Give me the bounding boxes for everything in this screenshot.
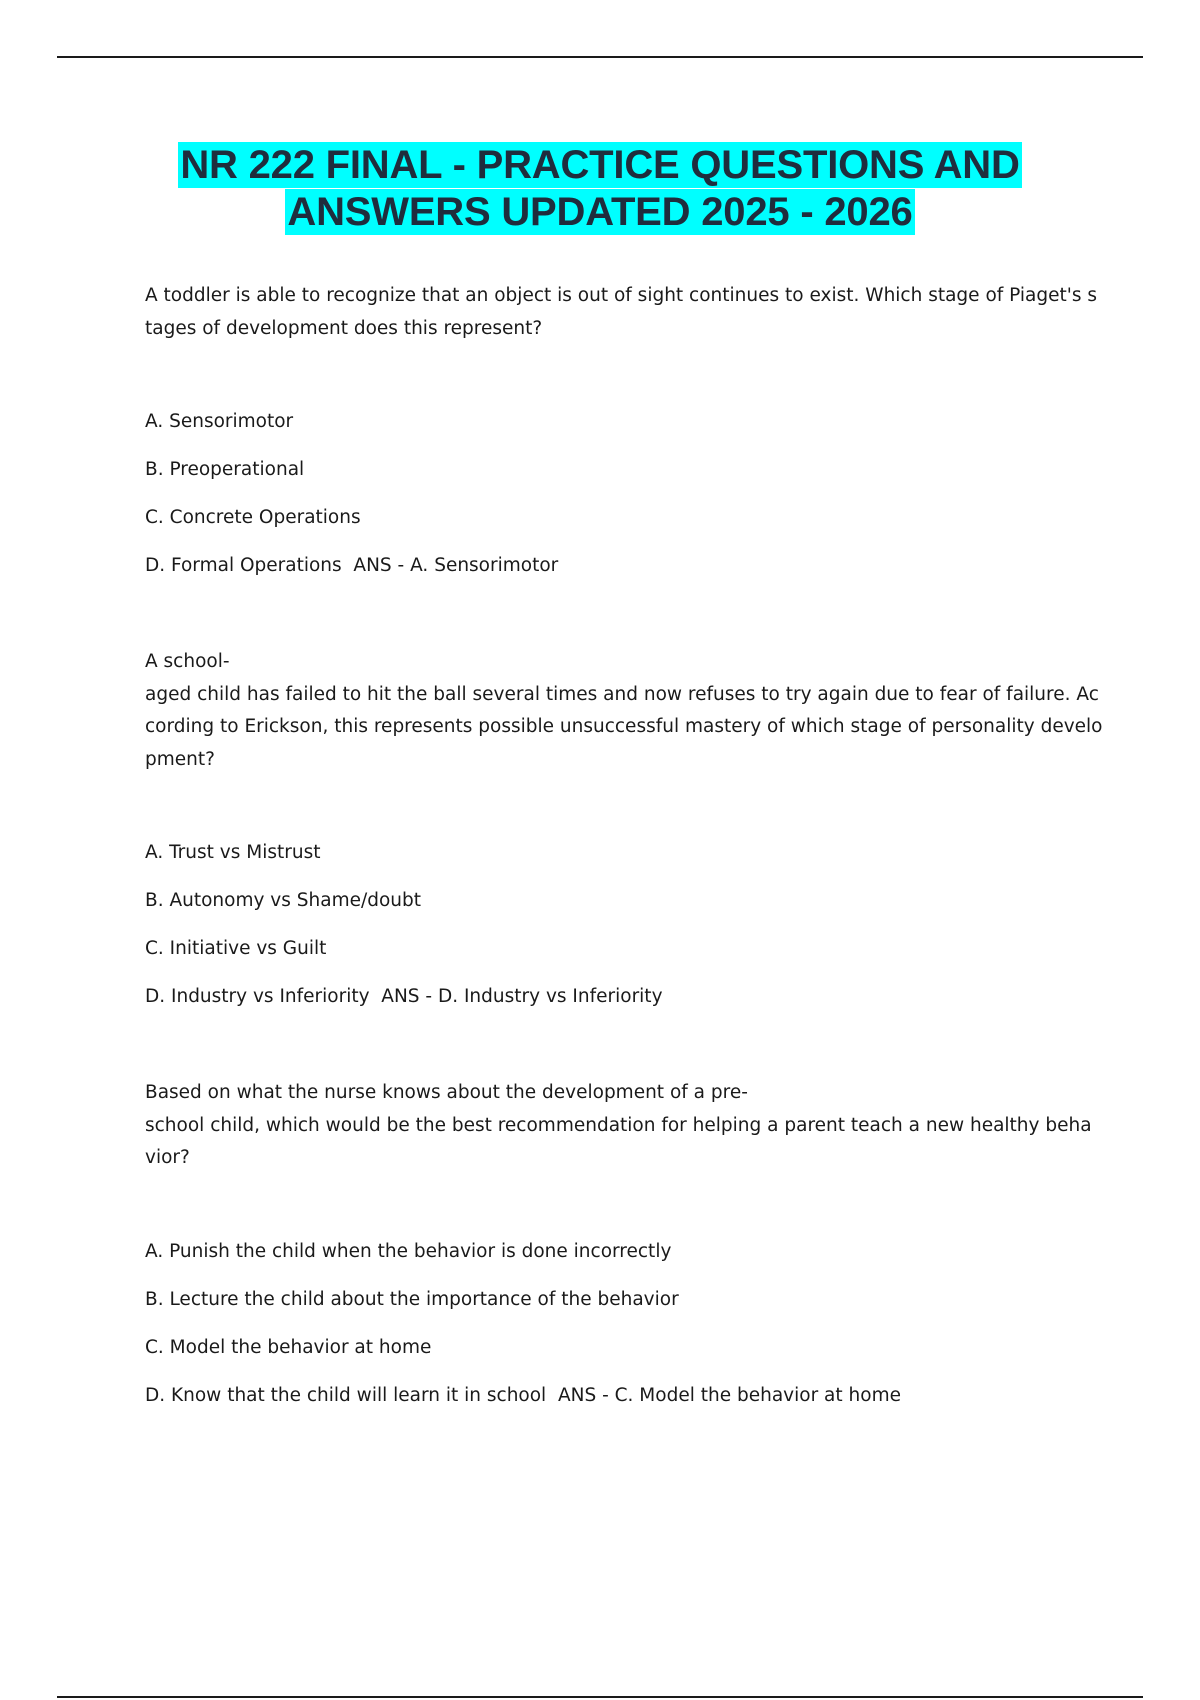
question-block-1 (145, 280, 1098, 578)
answer-option-b: B. Preoperational (145, 459, 305, 480)
answer-option-a: A. Trust vs Mistrust (145, 842, 321, 863)
answer-option-d-with-answer: D. Know that the child will learn it in school ANS - C. Model the behavior at home (145, 1384, 901, 1406)
answer-option-c: C. Concrete Operations (145, 507, 361, 528)
footer-rule (57, 1696, 1143, 1698)
question-text-line: A toddler is able to recognize that an object is out of sight continues to exist. Which stage of Piaget's s (145, 285, 1098, 306)
answer-option-d-with-answer: D. Formal Operations ANS - A. Sensorimotor (145, 555, 559, 576)
title-line-2: ANSWERS UPDATED 2025 - 2026 (287, 190, 913, 234)
question-text-line: pment? (145, 748, 215, 770)
title-line-1: NR 222 FINAL - PRACTICE QUESTIONS AND (180, 143, 1020, 187)
answer-option-c: C. Initiative vs Guilt (145, 938, 327, 959)
question-text-line: cording to Erickson, this represents possible unsuccessful mastery of which stage of personality develo (145, 716, 1103, 737)
question-text-line: tages of development does this represent? (145, 317, 543, 339)
questions-body (145, 280, 1103, 1408)
header-rule (57, 56, 1143, 58)
answer-option-b: B. Autonomy vs Shame/doubt (145, 890, 421, 911)
question-text-line: Based on what the nurse knows about the development of a pre- (145, 1082, 748, 1103)
answer-option-a: A. Sensorimotor (145, 411, 294, 432)
answer-option-c: C. Model the behavior at home (145, 1336, 432, 1358)
question-text-line: school child, which would be the best recommendation for helping a parent teach a new healthy beha (145, 1114, 1092, 1136)
question-block-3 (145, 1077, 1090, 1408)
question-text-line: A school- (145, 651, 230, 672)
question-block-2 (145, 646, 1103, 1009)
document-title (100, 142, 1100, 236)
question-text-line: vior? (145, 1147, 190, 1168)
answer-option-b: B. Lecture the child about the importance of the behavior (145, 1288, 679, 1310)
answer-option-d-with-answer: D. Industry vs Inferiority ANS - D. Industry vs Inferiority (145, 986, 663, 1007)
answer-option-a: A. Punish the child when the behavior is done incorrectly (145, 1240, 672, 1262)
question-text-line: aged child has failed to hit the ball several times and now refuses to try again due to fear of failure. Ac (145, 683, 1099, 705)
